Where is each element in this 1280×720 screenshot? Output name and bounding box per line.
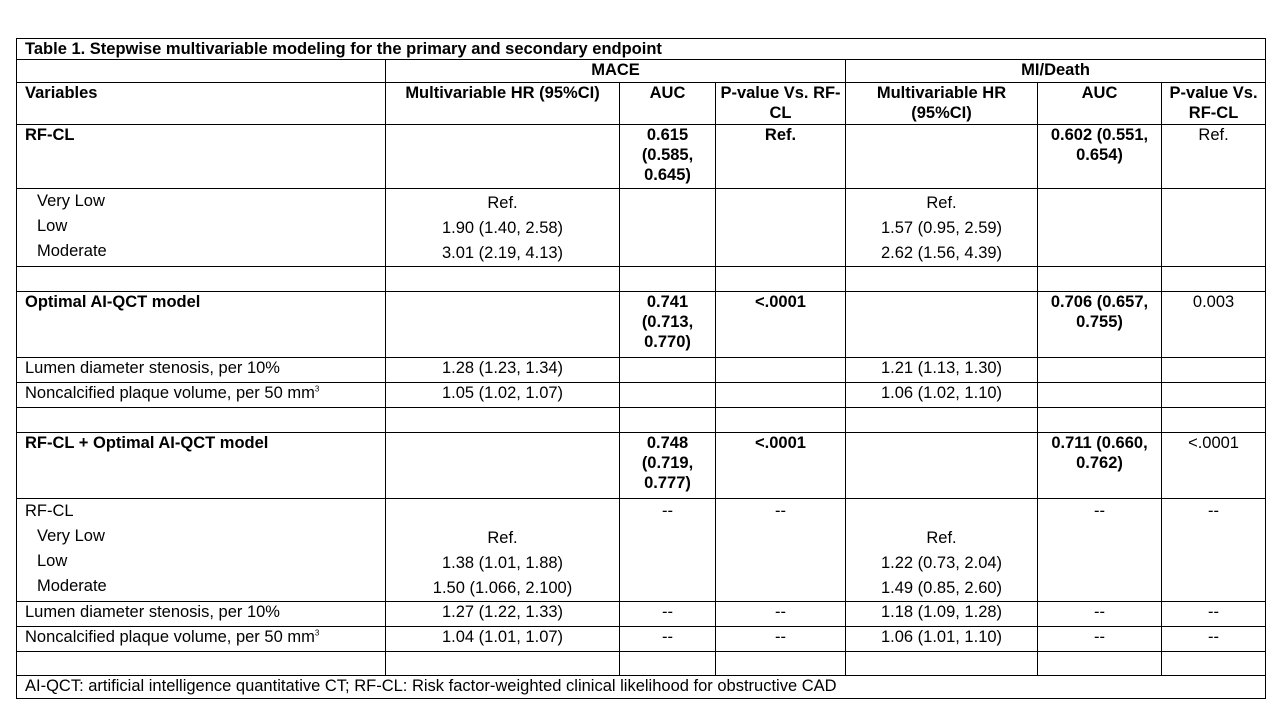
hr-mace: 1.05 (1.02, 1.07) — [386, 383, 620, 408]
hr-mace: 1.27 (1.22, 1.33) — [386, 602, 620, 627]
data-row — [17, 627, 1266, 652]
dash-cell: -- — [716, 499, 846, 602]
unit-superscript: 3 — [314, 628, 320, 638]
dash-cell: -- — [1038, 602, 1162, 627]
pval-mi: Ref. — [1162, 125, 1266, 189]
subgroup-row — [17, 189, 1266, 267]
spacer-row — [17, 408, 1266, 433]
subgroup-label: Very Low — [37, 192, 105, 210]
auc-mace: 0.615 (0.585, 0.645) — [620, 125, 716, 189]
empty-cell — [846, 433, 1038, 499]
hr-value: Ref. — [487, 194, 518, 212]
hr-value: Ref. — [487, 529, 518, 547]
unit-superscript: 3 — [314, 384, 320, 394]
subgroup-label: Low — [37, 217, 68, 235]
empty-cell — [386, 125, 620, 189]
pval-mi: 0.003 — [1162, 292, 1266, 358]
subgroup-label: Moderate — [37, 577, 107, 595]
hr-mace: 1.28 (1.23, 1.34) — [386, 358, 620, 383]
header-hr-mace: Multivariable HR (95%CI) — [386, 83, 620, 125]
subgroup-header: RF-CL — [25, 502, 74, 520]
row-label: Noncalcified plaque volume, per 50 $mm^3$ — [17, 383, 386, 408]
spacer-row — [17, 652, 1266, 676]
hr-mi: 1.21 (1.13, 1.30) — [846, 358, 1038, 383]
hr-mi-values — [846, 189, 1038, 267]
pval-mi: <.0001 — [1162, 433, 1266, 499]
row-label: RF-CL — [17, 125, 386, 189]
row-label: Noncalcified plaque volume, per 50 $mm^3$ — [17, 627, 386, 652]
hr-value: 1.57 (0.95, 2.59) — [880, 219, 1003, 237]
hr-value: Ref. — [926, 529, 957, 547]
pval-mace: <.0001 — [716, 292, 846, 358]
empty-cell — [846, 292, 1038, 358]
auc-mi: 0.602 (0.551, 0.654) — [1038, 125, 1162, 189]
footnote: AI-QCT: artificial intelligence quantitative CT; RF-CL: Risk factor-weighted clinical likelihood for obstructive CAD — [17, 676, 1266, 699]
header-auc-mi: AUC — [1038, 83, 1162, 125]
auc-mi: 0.706 (0.657, 0.755) — [1038, 292, 1162, 358]
results-table — [16, 38, 1266, 699]
row-label: Lumen diameter stenosis, per 10% — [17, 358, 386, 383]
group-mace: MACE — [386, 60, 846, 83]
dash-cell: -- — [1162, 499, 1266, 602]
hr-mi: 1.06 (1.01, 1.10) — [846, 627, 1038, 652]
data-row — [17, 602, 1266, 627]
auc-mace: 0.741 (0.713, 0.770) — [620, 292, 716, 358]
dash-cell: -- — [1162, 602, 1266, 627]
hr-mace-values — [386, 189, 620, 267]
dash-cell: -- — [1038, 499, 1162, 602]
column-header-row — [17, 83, 1266, 125]
data-row — [17, 383, 1266, 408]
subgroup-labels — [17, 189, 386, 267]
header-variables: Variables — [17, 83, 386, 125]
hr-value: 1.90 (1.40, 2.58) — [441, 219, 564, 237]
empty-cell — [1038, 189, 1162, 267]
hr-value: Ref. — [926, 194, 957, 212]
hr-mi-values — [846, 499, 1038, 602]
row-label: Lumen diameter stenosis, per 10% — [17, 602, 386, 627]
spacer-row — [17, 267, 1266, 292]
hr-value: 1.50 (1.066, 2.100) — [432, 579, 573, 597]
auc-mi: 0.711 (0.660, 0.762) — [1038, 433, 1162, 499]
empty-cell — [386, 433, 620, 499]
hr-value: 1.38 (1.01, 1.88) — [441, 554, 564, 572]
dash-cell: -- — [716, 602, 846, 627]
header-auc-mace: AUC — [620, 83, 716, 125]
hr-mace: 1.04 (1.01, 1.07) — [386, 627, 620, 652]
empty-cell — [1162, 189, 1266, 267]
empty-cell — [716, 189, 846, 267]
hr-value: 2.62 (1.56, 4.39) — [880, 244, 1003, 262]
dash-cell: -- — [1038, 627, 1162, 652]
empty-cell — [620, 189, 716, 267]
hr-mace-values — [386, 499, 620, 602]
subgroup-label: Low — [37, 552, 68, 570]
group-header-row — [17, 60, 1266, 83]
subgroup-label: Moderate — [37, 242, 107, 260]
title-row — [17, 39, 1266, 60]
hr-value: 3.01 (2.19, 4.13) — [441, 244, 564, 262]
section-row-combined — [17, 433, 1266, 499]
group-mi-death: MI/Death — [846, 60, 1266, 83]
pval-mace: <.0001 — [716, 433, 846, 499]
hr-value: 1.22 (0.73, 2.04) — [880, 554, 1003, 572]
row-label: RF-CL + Optimal AI-QCT model — [17, 433, 386, 499]
dash-cell: -- — [620, 499, 716, 602]
section-row-rfcl — [17, 125, 1266, 189]
empty-cell — [846, 125, 1038, 189]
data-row — [17, 358, 1266, 383]
pval-mace: Ref. — [716, 125, 846, 189]
header-hr-mi: Multivariable HR (95%CI) — [846, 83, 1038, 125]
hr-mi: 1.06 (1.02, 1.10) — [846, 383, 1038, 408]
dash-cell: -- — [716, 627, 846, 652]
subgroup-row — [17, 499, 1266, 602]
footnote-row — [17, 676, 1266, 699]
empty-cell — [17, 60, 386, 83]
dash-cell: -- — [620, 602, 716, 627]
dash-cell: -- — [620, 627, 716, 652]
hr-value: 1.49 (0.85, 2.60) — [880, 579, 1003, 597]
empty-cell — [386, 292, 620, 358]
subgroup-label: Very Low — [37, 527, 105, 545]
header-pval-mace: P-value Vs. RF-CL — [716, 83, 846, 125]
row-label: Optimal AI-QCT model — [17, 292, 386, 358]
section-row-aiqct — [17, 292, 1266, 358]
auc-mace: 0.748 (0.719, 0.777) — [620, 433, 716, 499]
subgroup-labels — [17, 499, 386, 602]
table-title: Table 1. Stepwise multivariable modeling for the primary and secondary endpoint — [17, 39, 1266, 60]
dash-cell: -- — [1162, 627, 1266, 652]
header-pval-mi: P-value Vs. RF-CL — [1162, 83, 1266, 125]
hr-mi: 1.18 (1.09, 1.28) — [846, 602, 1038, 627]
